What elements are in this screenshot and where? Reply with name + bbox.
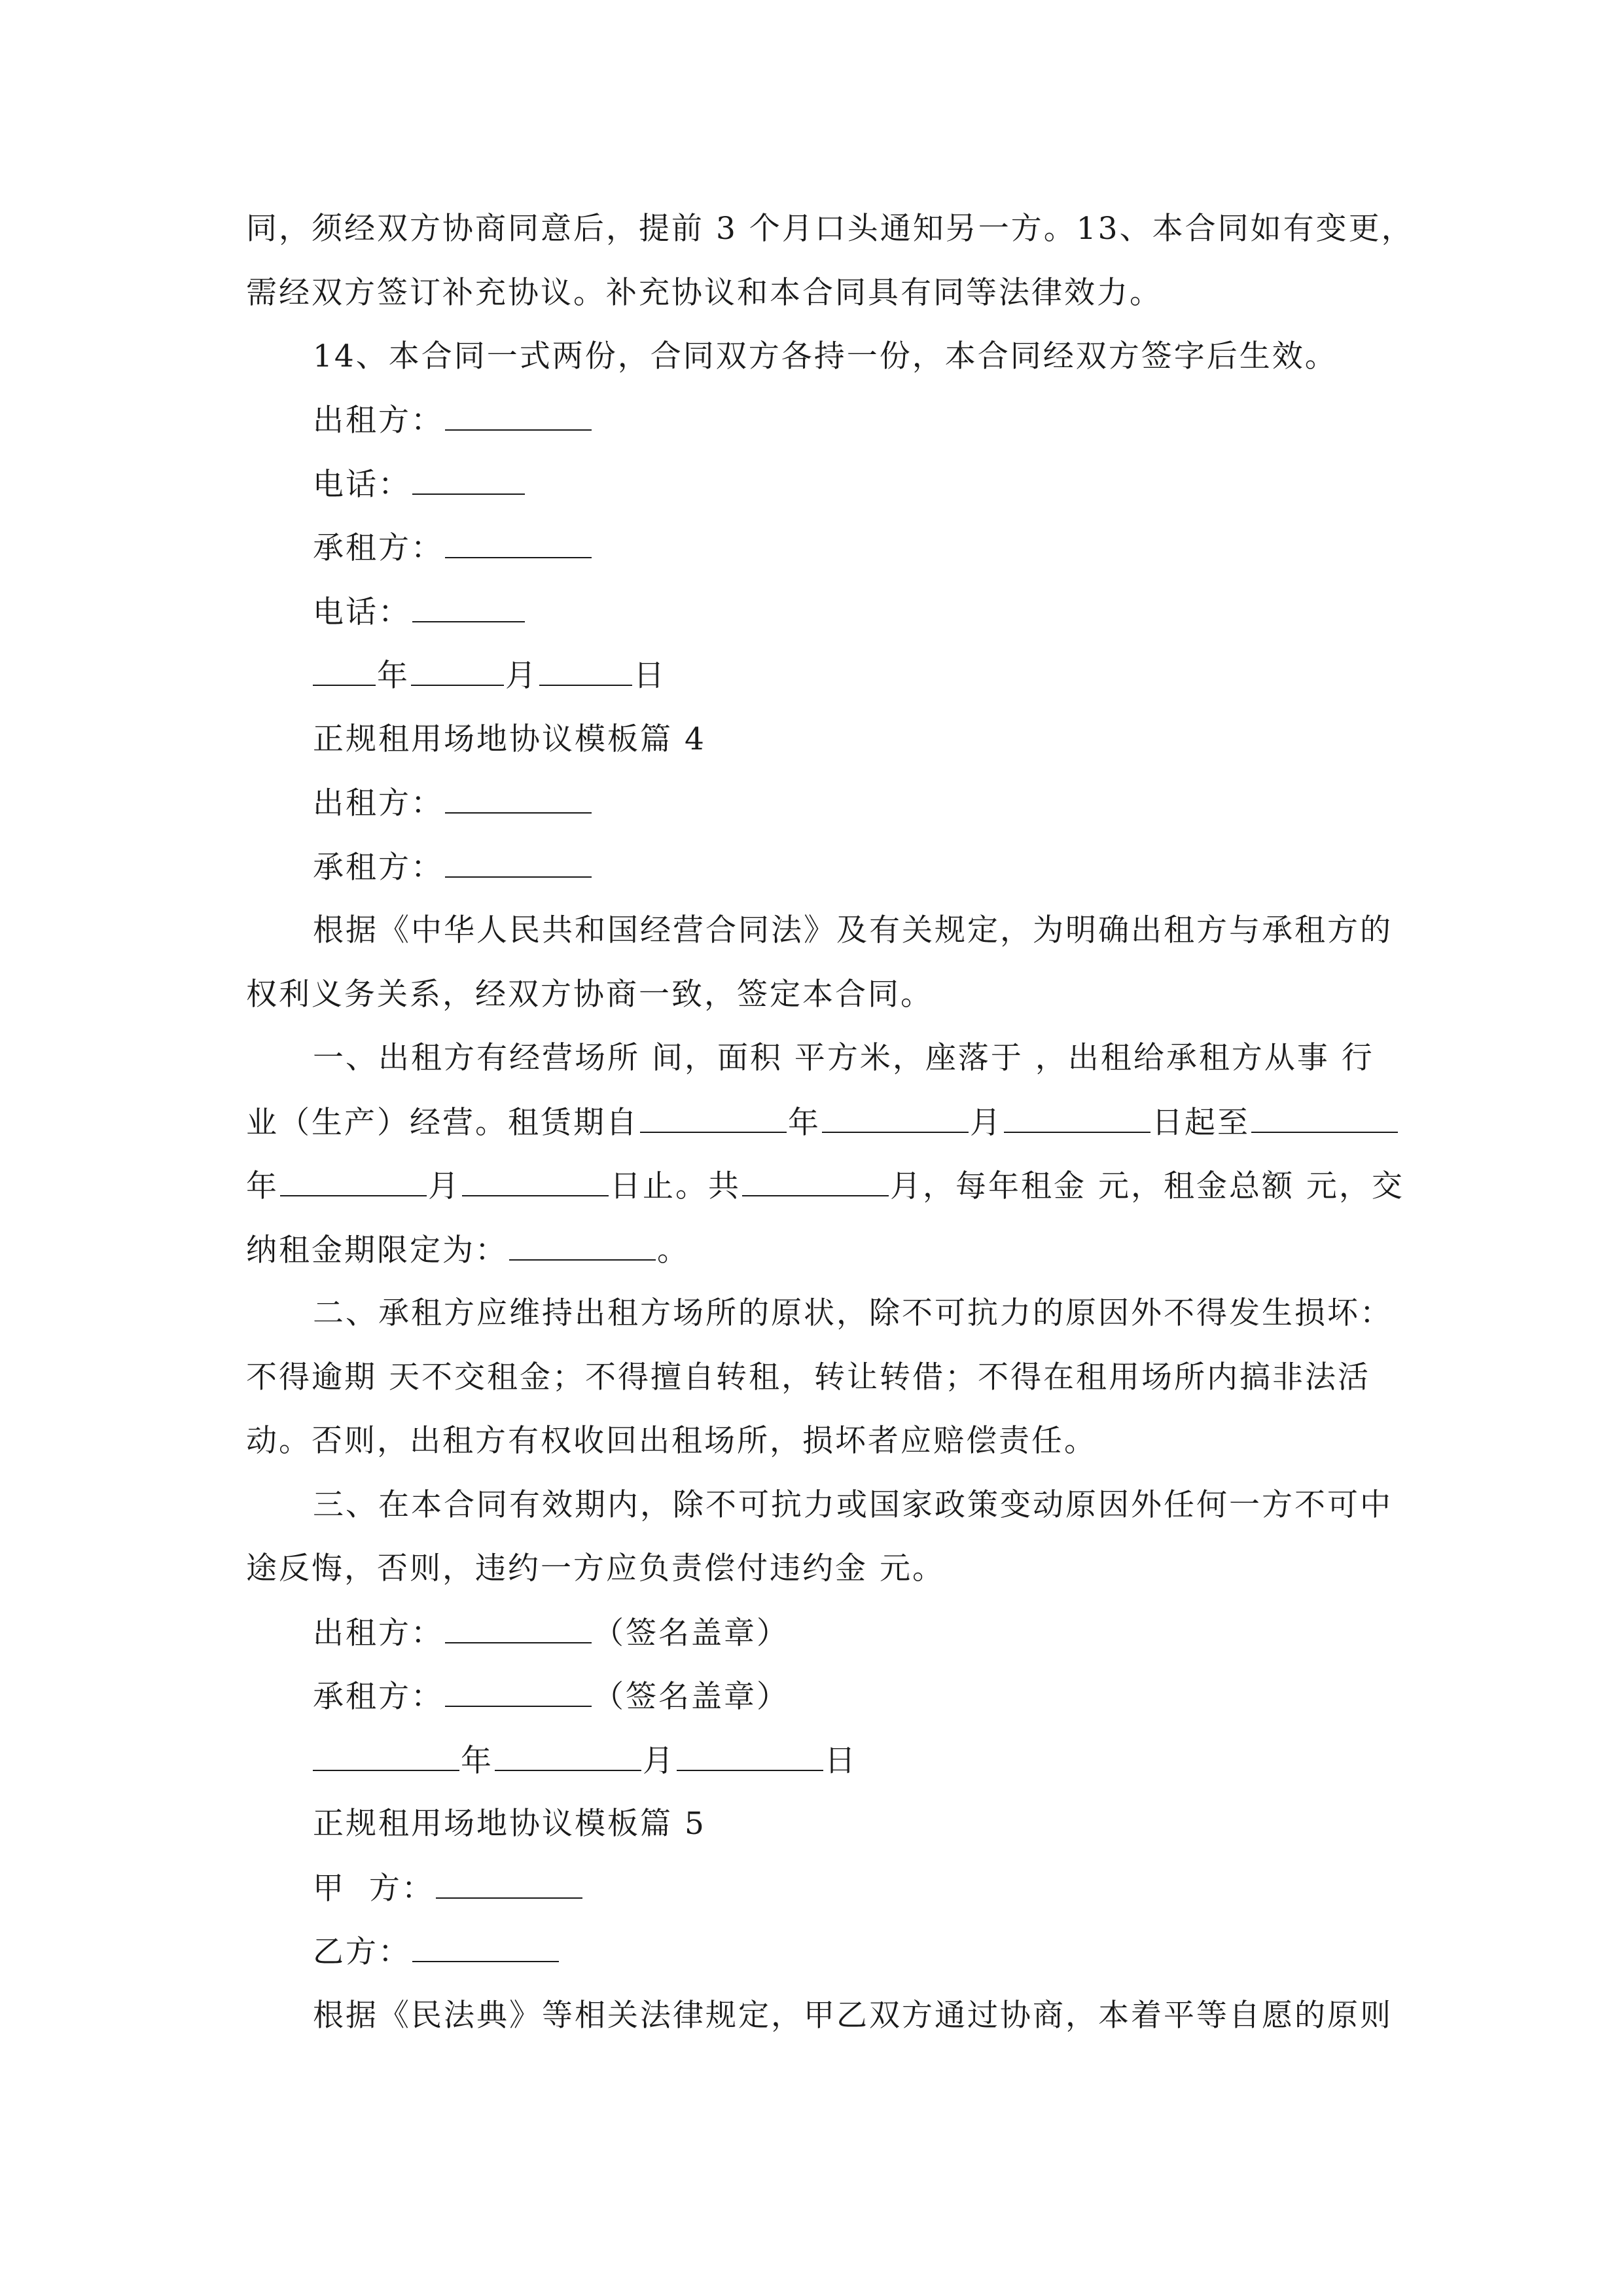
label: 承租方：: [313, 1679, 444, 1715]
label: 电话：: [313, 467, 411, 503]
text: 日止。共: [610, 1168, 741, 1204]
label: 年: [377, 658, 410, 694]
blank-field: [280, 1166, 427, 1196]
lessor-line: [313, 401, 1378, 440]
blank-field: [445, 848, 592, 878]
text: 年: [788, 1105, 821, 1141]
text: 不得逾期 天不交租金；不得擅自转租，转让转借；不得在租用场所内搞非法活: [246, 1359, 1370, 1395]
paragraph-line: [246, 1103, 1378, 1142]
lessor-line: [313, 783, 1378, 823]
blank-field: [640, 1103, 787, 1133]
paragraph-line: [313, 1039, 1378, 1078]
text: 纳租金期限定为：: [246, 1232, 508, 1268]
paragraph-line: [246, 975, 1378, 1014]
label: 承租方：: [313, 850, 444, 886]
label: （签名盖章）: [593, 1679, 789, 1715]
party-a-line: [313, 1869, 1378, 1908]
blank-field: [412, 465, 525, 495]
text: 业（生产）经营。租赁期自: [246, 1105, 639, 1141]
label: 甲 方：: [313, 1871, 435, 1907]
party-b-line: [313, 1932, 1378, 1971]
label: 月: [505, 658, 538, 694]
blank-field: [313, 656, 376, 686]
blank-field: [412, 1932, 559, 1962]
label: 乙方：: [313, 1934, 411, 1970]
blank-field: [539, 656, 632, 686]
label: 日: [633, 658, 666, 694]
section-title: [313, 720, 1378, 759]
text: 需经双方签订补充协议。补充协议和本合同具有同等法律效力。: [246, 275, 1162, 311]
blank-field: [495, 1741, 641, 1771]
text: 根据《民法典》等相关法律规定，甲乙双方通过协商，本着平等自愿的原则: [313, 1998, 1393, 2034]
label: 电话：: [313, 594, 411, 630]
section-title: [313, 1804, 1378, 1844]
text: 二、承租方应维持出租方场所的原状，除不可抗力的原因外不得发生损坏：: [313, 1295, 1393, 1331]
paragraph-line: [246, 209, 1414, 249]
label: 出租方：: [313, 403, 444, 439]
paragraph-line: [313, 1486, 1393, 1525]
blank-field: [313, 1741, 459, 1771]
paragraph-line: [313, 337, 1378, 376]
text: 14、本合同一式两份，合同双方各持一份，本合同经双方签字后生效。: [313, 338, 1338, 374]
paragraph-line: [313, 1996, 1393, 2036]
text: 年: [246, 1168, 279, 1204]
label: 日: [825, 1743, 857, 1779]
text: 正规租用场地协议模板篇 4: [313, 721, 706, 757]
paragraph-line: [246, 1166, 1404, 1206]
paragraph-line: [313, 911, 1393, 950]
text: 一、出租方有经营场所 间，面积 平方米，座落于 ，出租给承租方从事 行: [313, 1040, 1374, 1076]
lessee-signature-line: [313, 1677, 1378, 1716]
blank-field: [411, 656, 504, 686]
text: 根据《中华人民共和国经营合同法》及有关规定，为明确出租方与承租方的: [313, 912, 1393, 948]
blank-field: [445, 783, 592, 814]
label: 出租方：: [313, 785, 444, 821]
paragraph-line: [246, 1422, 1378, 1461]
phone-line: [313, 465, 1378, 504]
paragraph-line: [313, 1294, 1393, 1333]
blank-field: [445, 1677, 592, 1707]
paragraph-line: [246, 1230, 1378, 1270]
blank-field: [1004, 1103, 1150, 1133]
blank-field: [445, 528, 592, 558]
label: 承租方：: [313, 530, 444, 566]
blank-field: [445, 1613, 592, 1643]
blank-field: [677, 1741, 823, 1771]
phone-line: [313, 592, 1378, 632]
date-line: [313, 1741, 1378, 1780]
blank-field: [445, 401, 592, 431]
label: （签名盖章）: [593, 1615, 789, 1651]
blank-field: [742, 1166, 889, 1196]
text: 权利义务关系，经双方协商一致，签定本合同。: [246, 977, 933, 1013]
lessee-line: [313, 528, 1378, 567]
text: 月: [428, 1168, 461, 1204]
label: 出租方：: [313, 1615, 444, 1651]
blank-field: [412, 592, 525, 622]
paragraph-line: [246, 1549, 1378, 1588]
text: 月，每年租金 元，租金总额 元，交: [890, 1168, 1404, 1204]
text: 途反悔，否则，违约一方应负责偿付违约金 元。: [246, 1551, 945, 1587]
label: 月: [643, 1743, 675, 1779]
blank-field: [1251, 1103, 1398, 1133]
blank-field: [436, 1869, 582, 1899]
text: 三、在本合同有效期内，除不可抗力或国家政策变动原因外任何一方不可中: [313, 1487, 1393, 1523]
text: 动。否则，出租方有权收回出租场所，损坏者应赔偿责任。: [246, 1423, 1097, 1459]
text: 。: [657, 1232, 690, 1268]
date-line: [313, 656, 1378, 695]
blank-field: [509, 1230, 656, 1261]
lessee-line: [313, 848, 1378, 887]
blank-field: [822, 1103, 969, 1133]
text: 月: [970, 1105, 1003, 1141]
text: 正规租用场地协议模板篇 5: [313, 1806, 706, 1842]
paragraph-line: [246, 274, 1378, 313]
text: 日起至: [1152, 1105, 1250, 1141]
blank-field: [462, 1166, 609, 1196]
text: 同，须经双方协商同意后，提前 3 个月口头通知另一方。13、本合同如有变更，: [246, 211, 1414, 247]
label: 年: [461, 1743, 493, 1779]
lessor-signature-line: [313, 1613, 1378, 1653]
paragraph-line: [246, 1358, 1378, 1397]
